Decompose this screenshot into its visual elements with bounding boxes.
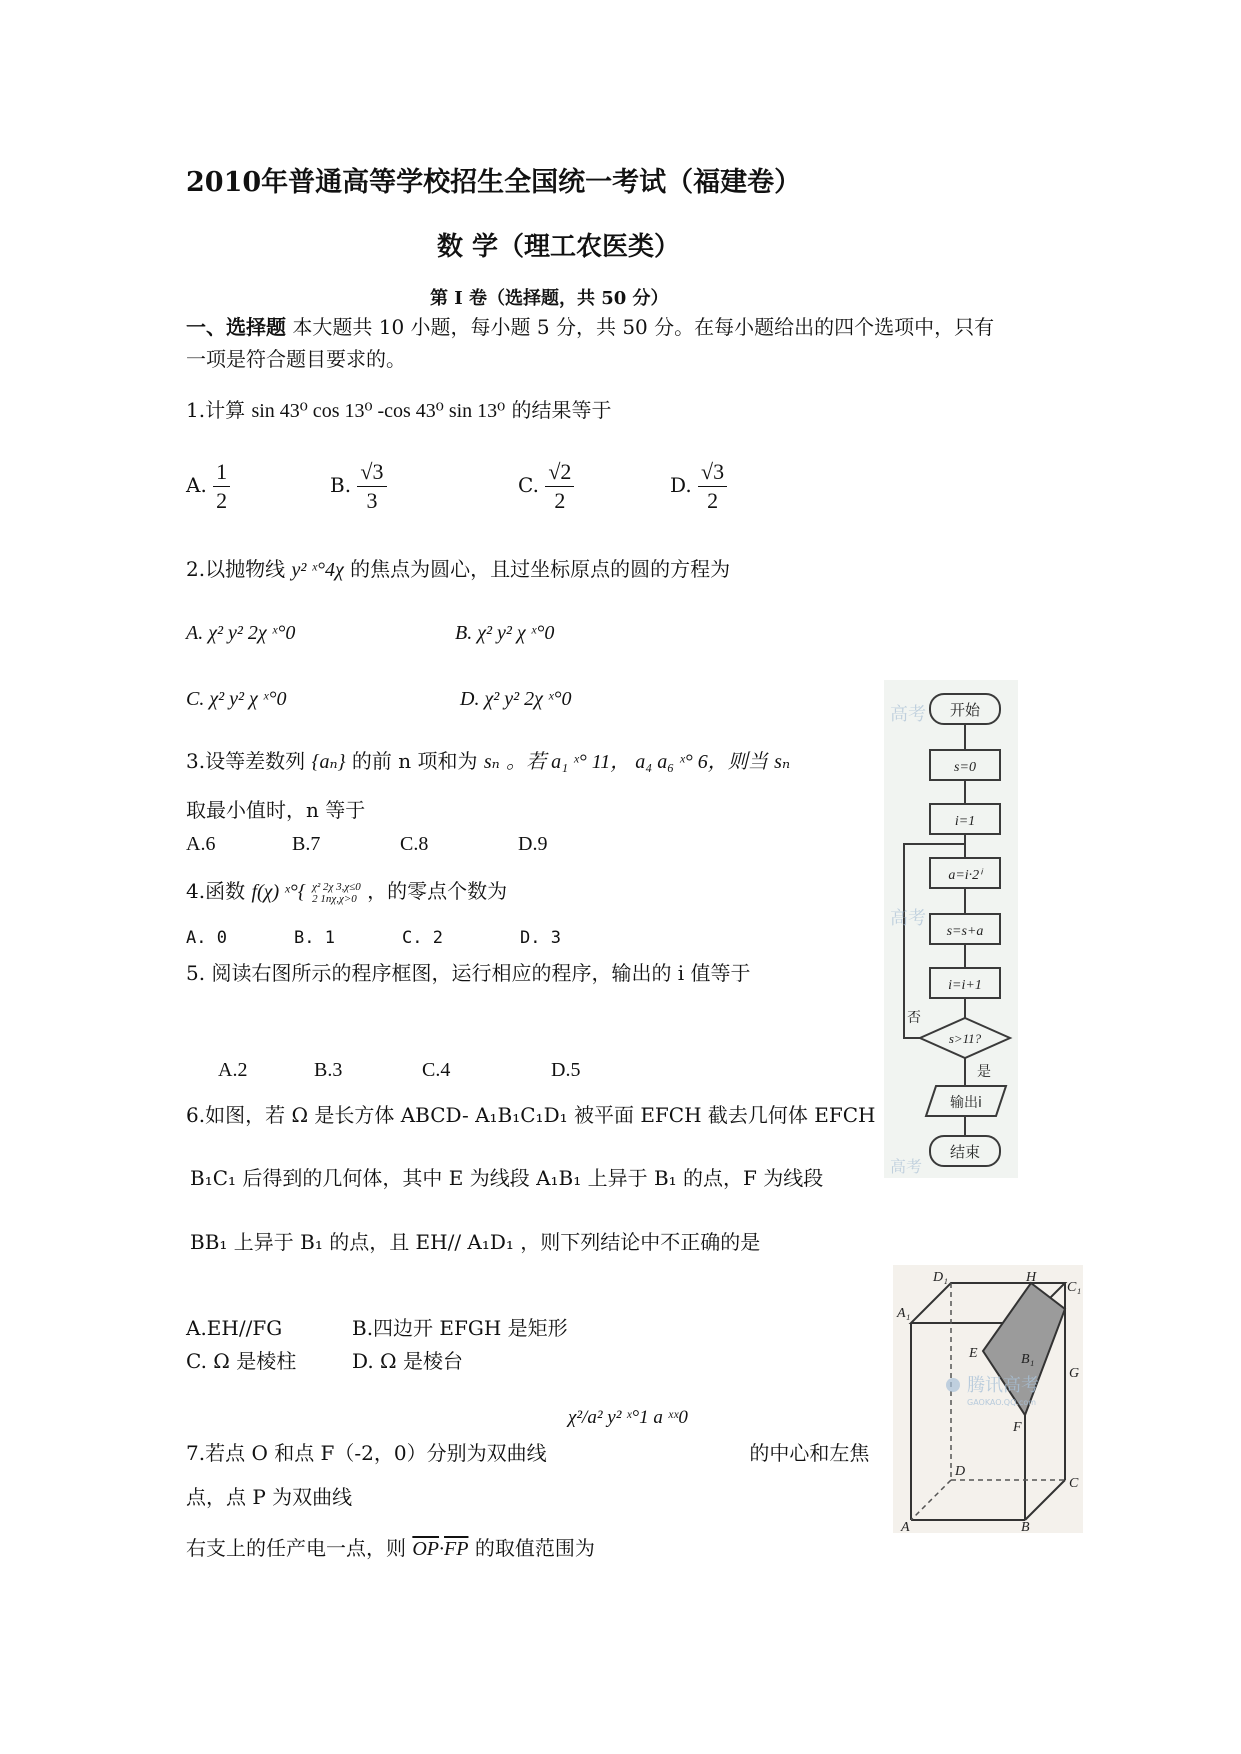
q1-option-d-fraction: $\frac{√3}{2}$ (698, 458, 727, 515)
q3-mid: 的前 n 项和为 (351, 749, 478, 773)
section-intro-line2: 一项是符合题目要求的。 (186, 347, 406, 371)
q4-piece1: χ² 2χ 3,χ≤0 (312, 880, 361, 893)
watermark-text-2: 高考 (890, 908, 926, 929)
flow-s-init: s=0 (954, 760, 976, 775)
q7-vector-op: $\overline{OP}$ (412, 1538, 440, 1560)
q3-condition: 。若 a₁ ˣ° 11， a₄ a₆ ˣ° 6，则当 (506, 751, 768, 773)
q6-option-b: B.四边开 EFGH 是矩形 (352, 1316, 568, 1340)
flow-no-label: 否 (907, 1010, 921, 1026)
q3-option-d: D.9 (518, 833, 548, 855)
q1-option-b (330, 458, 387, 515)
q1-option-c (518, 458, 574, 515)
q1-suffix: 的结果等于 (511, 398, 612, 422)
cube-label-a1: A₁ (897, 1306, 911, 1321)
q1-option-a-label: A. (186, 473, 207, 497)
q4-expression: f(χ) ˣ°{ (251, 881, 306, 903)
q4-option-b: B. 1 (294, 928, 335, 948)
q7-vector-fp: $\overline{FP}$ (444, 1538, 469, 1560)
q3-prefix: 3.设等差数列 (186, 749, 306, 773)
watermark-logo-icon (946, 1378, 960, 1392)
q1-option-b-fraction: $\frac{√3}{3}$ (357, 458, 386, 515)
flow-start: 开始 (949, 701, 981, 719)
q2-option-b: B. χ² y² χ ˣ°0 (455, 622, 555, 644)
q6-option-c: C. Ω 是棱柱 (186, 1349, 297, 1373)
q7-line3-suffix: 的取值范围为 (474, 1536, 595, 1560)
q1-option-c-label: C. (518, 473, 539, 497)
cube-label-f: F (1013, 1420, 1022, 1435)
question-7-line3 (186, 1535, 595, 1562)
q2-option-c: C. χ² y² χ ˣ°0 (186, 688, 287, 710)
watermark-text-3: 高考 (890, 1157, 923, 1176)
q2-prefix: 2.以抛物线 (186, 557, 286, 581)
cube-label-e: E (969, 1346, 978, 1361)
q1-option-b-label: B. (330, 473, 352, 497)
q7-prefix: 7.若点 O 和点 F（-2，0）分别为双曲线 (186, 1441, 547, 1465)
q4-piece2: 2 1nχ,χ>0 (312, 892, 357, 905)
flow-a-assign: a=i·2ⁱ (948, 868, 982, 883)
q2-expression: y² ˣ°4χ (291, 559, 344, 581)
question-4 (186, 878, 507, 905)
flow-condition: s>11? (948, 1031, 982, 1046)
cube-label-d1: D₁ (933, 1270, 948, 1285)
cube-label-b: B (1021, 1520, 1030, 1533)
flow-s-update: s=s+a (946, 924, 984, 939)
flow-yes-label: 是 (977, 1064, 991, 1080)
cube-label-h: H (1026, 1270, 1037, 1285)
q7-suffix: 的中心和左焦 (749, 1441, 870, 1465)
q7-dot: · (439, 1538, 445, 1560)
q3-option-b: B.7 (292, 833, 321, 855)
watermark-domain: GAOKAO.QQ.com (967, 1398, 1037, 1407)
flow-i-update: i=i+1 (948, 978, 982, 993)
q2-option-a: A. χ² y² 2χ ˣ°0 (186, 622, 296, 644)
cube-label-b1: B₁ (1021, 1352, 1035, 1367)
subject-title: 数 学（理工农医类） (437, 232, 681, 262)
q2-suffix: 的焦点为圆心，且过坐标原点的圆的方程为 (350, 557, 731, 581)
cube-label-g: G (1069, 1366, 1080, 1381)
q4-option-c: C. 2 (402, 928, 443, 948)
cube-label-d: D (955, 1464, 966, 1479)
cube-label-a: A (901, 1520, 910, 1533)
flow-end: 结束 (949, 1143, 981, 1161)
question-5: 5. 阅读右图所示的程序框图，运行相应的程序，输出的 i 值等于 (186, 961, 751, 985)
q4-option-a: A. 0 (186, 928, 227, 948)
q6-option-d: D. Ω 是棱台 (352, 1349, 463, 1373)
section-intro (186, 314, 994, 340)
q2-option-d: D. χ² y² 2χ ˣ°0 (460, 688, 572, 710)
question-7-line2: 点，点 P 为双曲线 (186, 1485, 353, 1509)
flow-output: 输出i (950, 1095, 982, 1111)
q5-option-a: A.2 (218, 1059, 248, 1081)
exam-title: 2010年普通高等学校招生全国统一考试（福建卷） (186, 167, 802, 198)
q7-line3-prefix: 右支上的任产电一点，则 (186, 1536, 406, 1560)
question-1 (186, 397, 612, 424)
question-6-line2: B₁C₁ 后得到的几何体，其中 E 为线段 A₁B₁ 上异于 B₁ 的点，F 为线段 (190, 1166, 824, 1190)
watermark-brand: 腾讯高考 (967, 1375, 1039, 1396)
q5-option-d: D.5 (551, 1059, 581, 1081)
q7-hyperbola: χ²/a² y² ˣ°1 a ˣˣ0 (568, 1407, 688, 1428)
q1-option-d (670, 458, 727, 515)
q4-piecewise (312, 881, 361, 905)
q1-expression: sin 43⁰ cos 13⁰ -cos 43⁰ sin 13⁰ (251, 400, 506, 422)
part-title: 第 I 卷（选择题，共 50 分） (430, 288, 669, 309)
q4-option-d: D. 3 (520, 928, 561, 948)
q1-option-a-fraction: $\frac{1}{2}$ (213, 458, 230, 515)
q1-option-c-fraction: $\frac{√2}{2}$ (545, 458, 574, 515)
cube-label-c: C (1069, 1476, 1079, 1491)
q3-option-a: A.6 (186, 833, 216, 855)
question-2 (186, 556, 730, 583)
question-3 (186, 748, 790, 775)
section-heading: 一、选择题 (186, 315, 286, 339)
q3-sn-end: sₙ (774, 751, 791, 773)
flowchart-figure (884, 680, 1018, 1178)
question-7-line1 (186, 1440, 869, 1466)
q5-option-c: C.4 (422, 1059, 451, 1081)
q1-option-a (186, 458, 230, 515)
section-intro-line1: 本大题共 10 小题，每小题 5 分，共 50 分。在每小题给出的四个选项中，只有 (292, 315, 995, 339)
q1-option-d-label: D. (670, 473, 692, 497)
q4-prefix: 4.函数 (186, 879, 246, 903)
q3-option-c: C.8 (400, 833, 429, 855)
flow-i-init: i=1 (954, 814, 976, 829)
cuboid-figure (893, 1265, 1083, 1533)
q5-option-b: B.3 (314, 1059, 343, 1081)
q3-sn: sₙ (483, 751, 500, 773)
cube-label-c1: C₁ (1067, 1280, 1082, 1295)
watermark-text-1: 高考 (890, 704, 926, 725)
q1-prefix: 1.计算 (186, 398, 246, 422)
q4-suffix: ，的零点个数为 (367, 879, 508, 903)
question-6-line3: BB₁ 上异于 B₁ 的点，且 EH// A₁D₁ ，则下列结论中不正确的是 (190, 1230, 761, 1254)
q3-line2: 取最小值时，n 等于 (186, 798, 366, 822)
q6-option-a: A.EH//FG (186, 1316, 283, 1340)
question-6-line1: 6.如图，若 Ω 是长方体 ABCD- A₁B₁C₁D₁ 被平面 EFCH 截去几何体 EFCH (186, 1103, 876, 1127)
q3-sequence: {aₙ} (311, 751, 346, 773)
